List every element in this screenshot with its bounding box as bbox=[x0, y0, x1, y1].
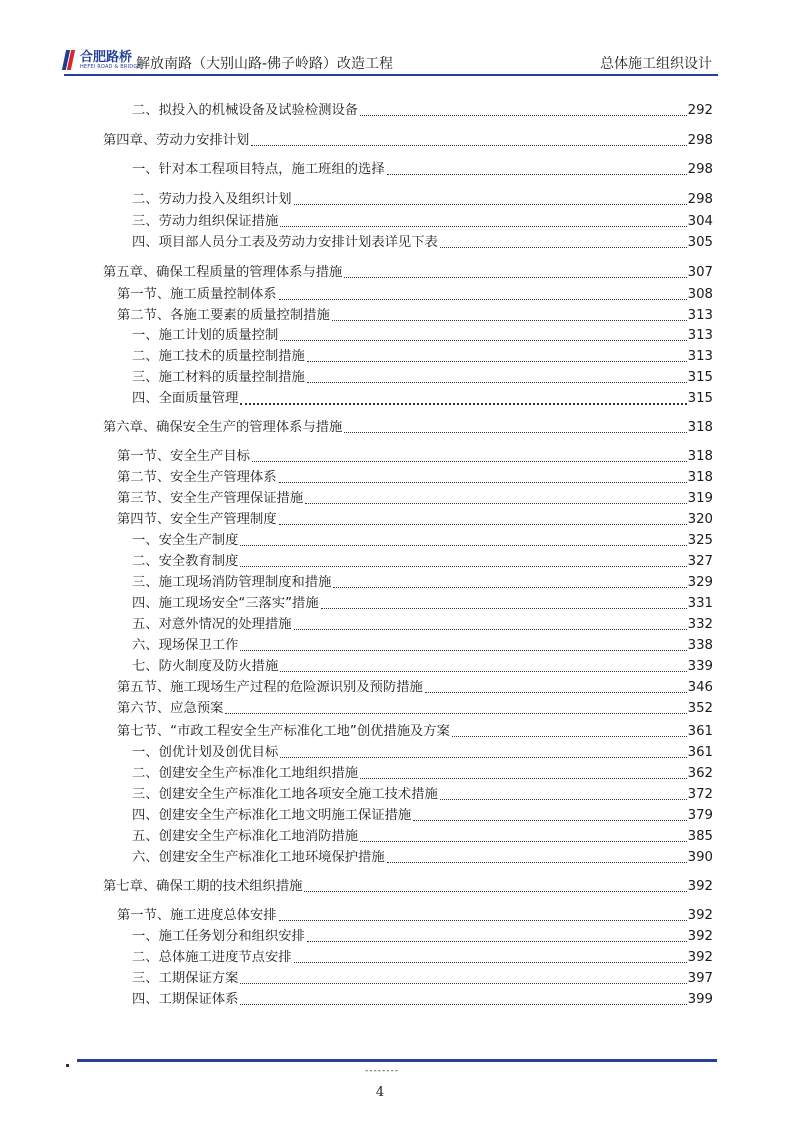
toc-dot-leader bbox=[251, 145, 686, 146]
toc-entry-page: 315 bbox=[687, 391, 713, 406]
toc-entry-title: 四、施工现场安全“三落实”措施 bbox=[132, 596, 319, 611]
toc-dot-leader bbox=[307, 941, 687, 942]
footer-dots: -------- bbox=[365, 1066, 399, 1076]
toc-entry-page: 308 bbox=[687, 287, 713, 302]
toc-entry-page: 361 bbox=[687, 745, 713, 760]
toc-entry[interactable] bbox=[132, 848, 713, 868]
toc-entry[interactable] bbox=[132, 594, 713, 614]
toc-entry[interactable] bbox=[117, 678, 713, 698]
toc-entry[interactable] bbox=[132, 743, 713, 763]
toc-entry-page: 318 bbox=[687, 449, 713, 464]
toc-entry-title: 六、现场保卫工作 bbox=[132, 638, 239, 653]
toc-entry[interactable] bbox=[117, 699, 713, 719]
toc-entry-page: 298 bbox=[687, 133, 713, 148]
toc-entry[interactable] bbox=[132, 785, 713, 805]
toc-dot-leader bbox=[360, 778, 687, 779]
toc-entry-title: 三、施工材料的质量控制措施 bbox=[132, 370, 305, 385]
toc-entry[interactable] bbox=[103, 418, 713, 438]
toc-entry[interactable] bbox=[117, 722, 713, 742]
toc-entry-page: 315 bbox=[687, 370, 713, 385]
toc-dot-leader bbox=[332, 320, 687, 321]
toc-entry-title: 六、创建安全生产标准化工地环境保护措施 bbox=[132, 850, 385, 865]
toc-dot-leader bbox=[294, 962, 687, 963]
toc-entry-title: 第三节、安全生产管理保证措施 bbox=[117, 491, 304, 506]
toc-dot-leader bbox=[225, 713, 686, 714]
toc-dot-leader bbox=[387, 862, 687, 863]
toc-entry-title: 第二节、各施工要素的质量控制措施 bbox=[117, 308, 330, 323]
toc-entry-page: 339 bbox=[687, 659, 713, 674]
toc-entry[interactable] bbox=[132, 573, 713, 593]
page-number: 4 bbox=[375, 1085, 385, 1100]
toc-dot-leader bbox=[305, 503, 686, 504]
toc-entry-page: 313 bbox=[687, 328, 713, 343]
footer-mark bbox=[66, 1064, 69, 1067]
toc-entry[interactable] bbox=[132, 806, 713, 826]
toc-entry[interactable] bbox=[117, 510, 713, 530]
toc-dot-leader bbox=[304, 891, 686, 892]
toc-entry[interactable] bbox=[132, 531, 713, 551]
toc-dot-leader bbox=[252, 461, 687, 462]
toc-entry[interactable] bbox=[117, 489, 713, 509]
toc-entry-title: 第四节、安全生产管理制度 bbox=[117, 512, 277, 527]
toc-dot-leader bbox=[280, 340, 686, 341]
toc-entry-title: 第一节、施工进度总体安排 bbox=[117, 908, 277, 923]
toc-dot-leader bbox=[440, 799, 687, 800]
toc-entry[interactable] bbox=[117, 906, 713, 926]
toc-entry-page: 392 bbox=[687, 929, 713, 944]
toc-entry-title: 二、总体施工进度节点安排 bbox=[132, 950, 292, 965]
toc-entry-title: 二、劳动力投入及组织计划 bbox=[132, 192, 292, 207]
toc-entry-title: 第五章、确保工程质量的管理体系与措施 bbox=[103, 265, 343, 280]
toc-entry-title: 第六章、确保安全生产的管理体系与措施 bbox=[103, 420, 343, 435]
toc-entry[interactable] bbox=[117, 306, 713, 326]
toc-dot-leader bbox=[280, 671, 686, 672]
toc-dot-leader bbox=[280, 226, 686, 227]
toc-dot-leader bbox=[280, 757, 686, 758]
toc-dot-leader bbox=[333, 587, 686, 588]
toc-dot-leader bbox=[413, 820, 686, 821]
toc-entry[interactable] bbox=[132, 160, 713, 180]
toc-entry[interactable] bbox=[132, 233, 713, 253]
toc-entry-title: 七、防火制度及防火措施 bbox=[132, 659, 279, 674]
toc-dot-leader bbox=[360, 115, 687, 116]
toc-dot-leader bbox=[440, 247, 687, 248]
toc-dot-leader bbox=[279, 524, 687, 525]
toc-entry[interactable] bbox=[132, 927, 713, 947]
toc-entry-page: 338 bbox=[687, 638, 713, 653]
toc-entry-page: 292 bbox=[687, 103, 713, 118]
toc-entry-page: 307 bbox=[687, 265, 713, 280]
toc-entry[interactable] bbox=[117, 447, 713, 467]
toc-entry-page: 392 bbox=[687, 908, 713, 923]
toc-entry[interactable] bbox=[132, 764, 713, 784]
toc-entry[interactable] bbox=[132, 969, 713, 989]
toc-entry-title: 二、拟投入的机械设备及试验检测设备 bbox=[132, 103, 359, 118]
toc-dot-leader bbox=[279, 299, 687, 300]
toc-entry-title: 第一节、安全生产目标 bbox=[117, 449, 250, 464]
toc-entry-page: 385 bbox=[687, 829, 713, 844]
toc-entry-title: 三、工期保证方案 bbox=[132, 971, 239, 986]
toc-entry-title: 第二节、安全生产管理体系 bbox=[117, 470, 277, 485]
toc-entry[interactable] bbox=[132, 615, 713, 635]
toc-entry-title: 二、安全教育制度 bbox=[132, 554, 239, 569]
toc-entry-title: 四、全面质量管理 bbox=[132, 391, 239, 406]
toc-entry[interactable] bbox=[132, 552, 713, 572]
toc-dot-leader bbox=[240, 983, 686, 984]
toc-entry-title: 五、创建安全生产标准化工地消防措施 bbox=[132, 829, 359, 844]
toc-entry-page: 305 bbox=[687, 235, 713, 250]
toc-entry-page: 318 bbox=[687, 470, 713, 485]
toc-dot-leader bbox=[294, 204, 687, 205]
toc-entry-page: 298 bbox=[687, 192, 713, 207]
toc-entry-title: 第七章、确保工期的技术组织措施 bbox=[103, 879, 303, 894]
toc-dot-leader bbox=[240, 650, 686, 651]
toc-dot-leader bbox=[360, 841, 687, 842]
toc-entry[interactable] bbox=[132, 101, 713, 121]
toc-entry-title: 三、劳动力组织保证措施 bbox=[132, 214, 279, 229]
project-title: 解放南路（大别山路-佛子岭路）改造工程 bbox=[136, 56, 394, 72]
toc-entry-page: 392 bbox=[687, 879, 713, 894]
toc-entry-page: 346 bbox=[687, 680, 713, 695]
toc-entry-page: 397 bbox=[687, 971, 713, 986]
toc-dot-leader bbox=[307, 361, 687, 362]
toc-entry-page: 313 bbox=[687, 308, 713, 323]
toc-dot-leader bbox=[387, 174, 687, 175]
toc-entry-page: 362 bbox=[687, 766, 713, 781]
toc-entry-page: 325 bbox=[687, 533, 713, 548]
toc-dot-leader bbox=[279, 482, 687, 483]
toc-entry-page: 390 bbox=[687, 850, 713, 865]
toc-dot-leader bbox=[452, 736, 687, 737]
toc-entry-title: 二、创建安全生产标准化工地组织措施 bbox=[132, 766, 359, 781]
toc-entry[interactable] bbox=[103, 131, 713, 151]
toc-dot-leader bbox=[425, 692, 687, 693]
document-title: 总体施工组织设计 bbox=[600, 56, 712, 72]
toc-entry-page: 379 bbox=[687, 808, 713, 823]
toc-entry-title: 三、创建安全生产标准化工地各项安全施工技术措施 bbox=[132, 787, 438, 802]
toc-entry-title: 一、施工任务划分和组织安排 bbox=[132, 929, 305, 944]
logo-name-en: HEFEI ROAD & BRIDGE bbox=[80, 64, 141, 70]
toc-entry-page: 392 bbox=[687, 950, 713, 965]
toc-entry[interactable] bbox=[117, 285, 713, 305]
toc-entry[interactable] bbox=[132, 190, 713, 210]
toc-entry[interactable] bbox=[103, 263, 713, 283]
toc-dot-leader bbox=[240, 545, 686, 546]
toc-dot-leader bbox=[294, 629, 687, 630]
toc-entry-title: 五、对意外情况的处理措施 bbox=[132, 617, 292, 632]
toc-entry[interactable] bbox=[132, 990, 713, 1010]
toc-entry-page: 298 bbox=[687, 162, 713, 177]
toc-entry[interactable] bbox=[132, 657, 713, 677]
toc-entry[interactable] bbox=[132, 636, 713, 656]
toc-entry-page: 399 bbox=[687, 992, 713, 1007]
toc-entry-title: 第四章、劳动力安排计划 bbox=[103, 133, 250, 148]
toc-entry[interactable] bbox=[132, 389, 713, 409]
toc-entry-page: 331 bbox=[687, 596, 713, 611]
toc-entry-page: 361 bbox=[687, 724, 713, 739]
toc-entry-page: 329 bbox=[687, 575, 713, 590]
toc-entry-title: 二、施工技术的质量控制措施 bbox=[132, 349, 305, 364]
toc-dot-leader bbox=[321, 608, 687, 609]
toc-dot-leader bbox=[344, 432, 686, 433]
toc-entry[interactable] bbox=[132, 948, 713, 968]
toc-entry-page: 304 bbox=[687, 214, 713, 229]
toc-entry-page: 352 bbox=[687, 701, 713, 716]
toc-entry[interactable] bbox=[132, 212, 713, 232]
toc-dot-leader bbox=[240, 403, 686, 405]
toc-entry[interactable] bbox=[132, 347, 713, 367]
toc-entry[interactable] bbox=[132, 326, 713, 346]
logo-name-cn: 合肥路桥 bbox=[80, 50, 133, 65]
toc-entry-page: 318 bbox=[687, 420, 713, 435]
toc-dot-leader bbox=[279, 920, 687, 921]
toc-entry-title: 一、安全生产制度 bbox=[132, 533, 239, 548]
toc-entry-title: 四、项目部人员分工表及劳动力安排计划表详见下表 bbox=[132, 235, 438, 250]
toc-entry-title: 第五节、施工现场生产过程的危险源识别及预防措施 bbox=[117, 680, 423, 695]
toc-entry-page: 313 bbox=[687, 349, 713, 364]
toc-entry-title: 第六节、应急预案 bbox=[117, 701, 224, 716]
toc-entry-title: 四、工期保证体系 bbox=[132, 992, 239, 1007]
toc-entry-page: 320 bbox=[687, 512, 713, 527]
toc-entry-page: 319 bbox=[687, 491, 713, 506]
toc-entry-title: 三、施工现场消防管理制度和措施 bbox=[132, 575, 332, 590]
toc-dot-leader bbox=[344, 277, 686, 278]
toc-entry-title: 一、针对本工程项目特点，施工班组的选择 bbox=[132, 162, 385, 177]
toc-entry-page: 327 bbox=[687, 554, 713, 569]
toc-entry[interactable] bbox=[132, 368, 713, 388]
toc-entry-title: 一、施工计划的质量控制 bbox=[132, 328, 279, 343]
toc-entry[interactable] bbox=[103, 877, 713, 897]
toc-dot-leader bbox=[240, 1004, 686, 1005]
toc-entry-title: 四、创建安全生产标准化工地文明施工保证措施 bbox=[132, 808, 412, 823]
toc-entry[interactable] bbox=[132, 827, 713, 847]
toc-dot-leader bbox=[240, 566, 686, 567]
toc-entry-page: 332 bbox=[687, 617, 713, 632]
toc-entry-page: 372 bbox=[687, 787, 713, 802]
toc-entry-title: 一、创优计划及创优目标 bbox=[132, 745, 279, 760]
toc-entry[interactable] bbox=[117, 468, 713, 488]
toc-dot-leader bbox=[307, 382, 687, 383]
toc-entry-title: 第一节、施工质量控制体系 bbox=[117, 287, 277, 302]
toc-entry-title: 第七节、“市政工程安全生产标准化工地”创优措施及方案 bbox=[117, 724, 450, 739]
footer-divider bbox=[77, 1059, 717, 1062]
